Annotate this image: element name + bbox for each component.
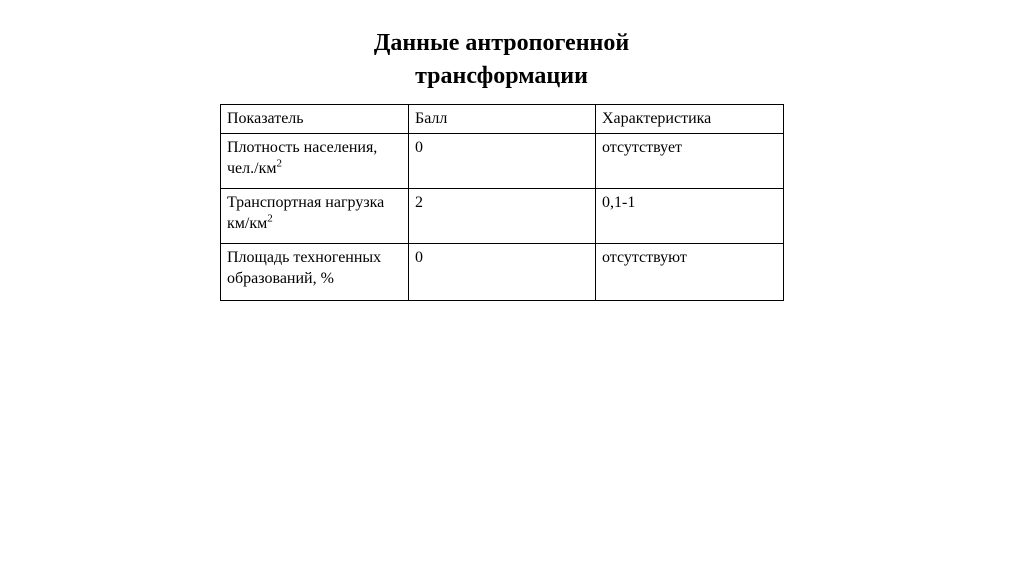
cell-score: 0 [409, 244, 596, 301]
cell-score: 2 [409, 189, 596, 244]
cell-indicator [221, 134, 409, 189]
indicator-superscript: 2 [267, 212, 273, 225]
column-header-characteristic: Характеристика [596, 105, 784, 134]
indicator-superscript: 2 [276, 157, 282, 170]
indicator-text: Транспортная нагрузка км/км [227, 194, 385, 232]
indicator-text: Площадь техногенных образований, % [227, 249, 382, 287]
column-header-indicator: Показатель [221, 105, 409, 134]
column-header-score: Балл [409, 105, 596, 134]
cell-score: 0 [409, 134, 596, 189]
indicator-text: Плотность населения, чел./км [227, 139, 378, 177]
table-header-row [221, 105, 784, 134]
cell-characteristic: отсутствуют [596, 244, 784, 301]
cell-characteristic: отсутствует [596, 134, 784, 189]
cell-indicator [221, 244, 409, 301]
slide-title [220, 27, 783, 93]
anthropogenic-transformation-table [220, 104, 784, 301]
table-row-technogenic-area [221, 244, 784, 301]
cell-indicator [221, 189, 409, 244]
cell-characteristic: 0,1-1 [596, 189, 784, 244]
slide-title-line-1: Данные антропогенной [373, 30, 630, 56]
table-row-transport-load [221, 189, 784, 244]
slide-title-line-2: трансформации [415, 63, 588, 89]
table-row-population-density [221, 134, 784, 189]
